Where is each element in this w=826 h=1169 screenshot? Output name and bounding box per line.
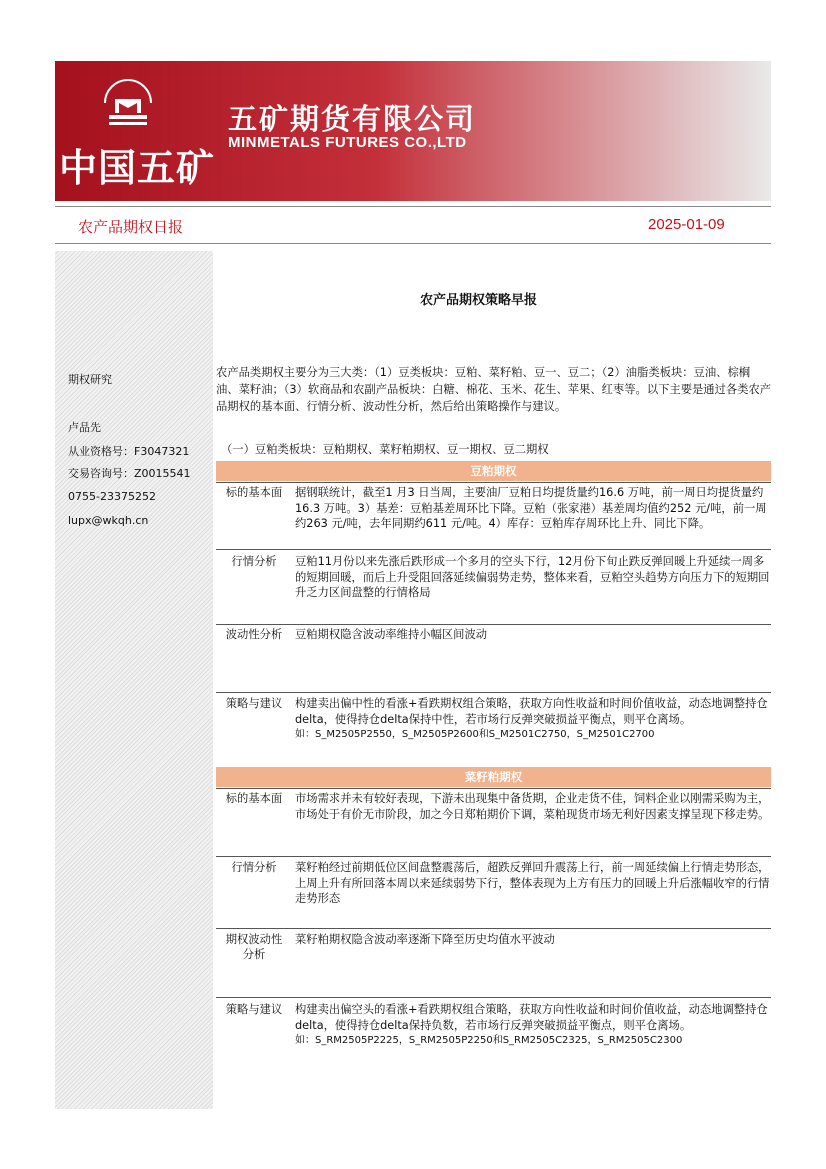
- strategy-text: 构建卖出偏空头的看涨+看跌期权组合策略，获取方向性收益和时间价值收益，动态地调整持仓delta，使得持仓delta保持负数，若市场行反弹突破损益平衡点，则平仓离场。: [295, 1003, 768, 1032]
- company-name-en: MINMETALS FUTURES CO.,LTD: [228, 134, 467, 151]
- row-divider: [216, 482, 771, 483]
- report-date: 2025-01-09: [648, 216, 725, 233]
- row-text: [295, 696, 771, 743]
- row-divider: [216, 549, 771, 550]
- row-text: [295, 1002, 771, 1049]
- header-top-rule: [55, 206, 771, 207]
- header-banner: [55, 61, 771, 201]
- row-text: 菜籽粕经过前期低位区间盘整震荡后，超跌反弹回升震荡上行，前一周延续偏上行情走势形态，上周上升有所回落本周以来延续弱势下行，整体表现为上方有压力的回暖上升后涨幅收窄的行情走势形态: [295, 861, 770, 905]
- row-divider: [216, 692, 771, 693]
- row-divider: [216, 928, 771, 929]
- row-divider: [216, 997, 771, 998]
- row-text: 据钢联统计，截至1 月3 日当周，主要油厂豆粕日均提货量约16.6 万吨，前一周日均提货量约16.3 万吨。3）基差：豆粕基差周环比下降。豆粕（张家港）基差周均值约252 元/吨，前一周约263 元/吨，去年同期约611 元/吨。4）库存：豆粕库存周环比上升、同比下降。: [295, 486, 767, 530]
- row-text: 豆粕11月份以来先涨后跌形成一个多月的空头下行，12月份下旬止跌反弹回暖上升延续一周多的短期回暖，而后上升受阻回落延续偏弱势走势，整体来看，豆粕空头趋势方向压力下的短期回升乏力区间盘整的行情格局: [295, 555, 770, 599]
- minmetals-logo-icon: [99, 73, 157, 131]
- sidebar-section: 期权研究: [68, 373, 112, 386]
- row-divider: [216, 788, 771, 789]
- row-text: 市场需求并未有较好表现，下游未出现集中备货期，企业走货不佳，饲料企业以刚需采购为主，市场处于有价无市阶段，加之今日郑粕期价下调，菜粕现货市场无利好因素支撑呈现下移走势。: [295, 792, 770, 821]
- row-label: 标的基本面: [225, 486, 283, 499]
- row-label: 标的基本面: [225, 792, 283, 805]
- row-label: 策略与建议: [225, 697, 283, 710]
- category-header-soybean-meal: 豆粕期权: [216, 461, 771, 481]
- email[interactable]: lupx@wkqh.cn: [68, 514, 149, 527]
- row-label: 行情分析: [231, 555, 277, 568]
- company-name-cn: 五矿期货有限公司: [228, 102, 477, 136]
- analyst-name: 卢品先: [68, 421, 101, 434]
- row-divider: [216, 856, 771, 857]
- header-bottom-rule: [55, 243, 771, 244]
- section-heading: （一）豆粕类板块：豆粕期权、菜籽粕期权、豆一期权、豆二期权: [221, 443, 549, 456]
- category-header-rapeseed-meal: 菜籽粕期权: [216, 767, 771, 787]
- row-label: 波动性分析: [225, 628, 283, 641]
- intro-paragraph: 农产品类期权主要分为三大类：（1）豆类板块：豆粕、菜籽粕、豆一、豆二；（2）油脂类板块：豆油、棕榈油、菜籽油；（3）软商品和农副产品板块：白糖、棉花、玉米、花生、苹果、红枣等。以下主要是通过各类农产品期权的基本面、行情分析、波动性分析，然后给出策略操作与建议。: [216, 366, 772, 413]
- phone: 0755-23375252: [68, 490, 156, 503]
- consult-number: 交易咨询号：Z0015541: [68, 467, 191, 480]
- row-label: 行情分析: [231, 861, 277, 874]
- strategy-example: 如：S_M2505P2550，S_M2505P2600和S_M2501C2750，S_M2501C2700: [295, 729, 655, 740]
- row-label: 策略与建议: [225, 1003, 283, 1016]
- report-type: 农产品期权日报: [78, 218, 184, 236]
- strategy-example: 如：S_RM2505P2225，S_RM2505P2250和S_RM2505C2325，S_RM2505C2300: [295, 1035, 683, 1046]
- brand-name-cn: 中国五矿: [59, 146, 216, 190]
- page-title: 农产品期权策略早报: [420, 293, 538, 308]
- row-label: 期权波动性 分析: [225, 933, 283, 961]
- row-text: 菜籽粕期权隐含波动率逐渐下降至历史均值水平波动: [295, 933, 555, 946]
- row-text: 豆粕期权隐含波动率维持小幅区间波动: [295, 628, 488, 641]
- qualification-number: 从业资格号：F3047321: [68, 445, 190, 458]
- row-divider: [216, 624, 771, 625]
- strategy-text: 构建卖出偏中性的看涨+看跌期权组合策略，获取方向性收益和时间价值收益，动态地调整持仓delta，使得持仓delta保持中性，若市场行反弹突破损益平衡点，则平仓离场。: [295, 697, 768, 726]
